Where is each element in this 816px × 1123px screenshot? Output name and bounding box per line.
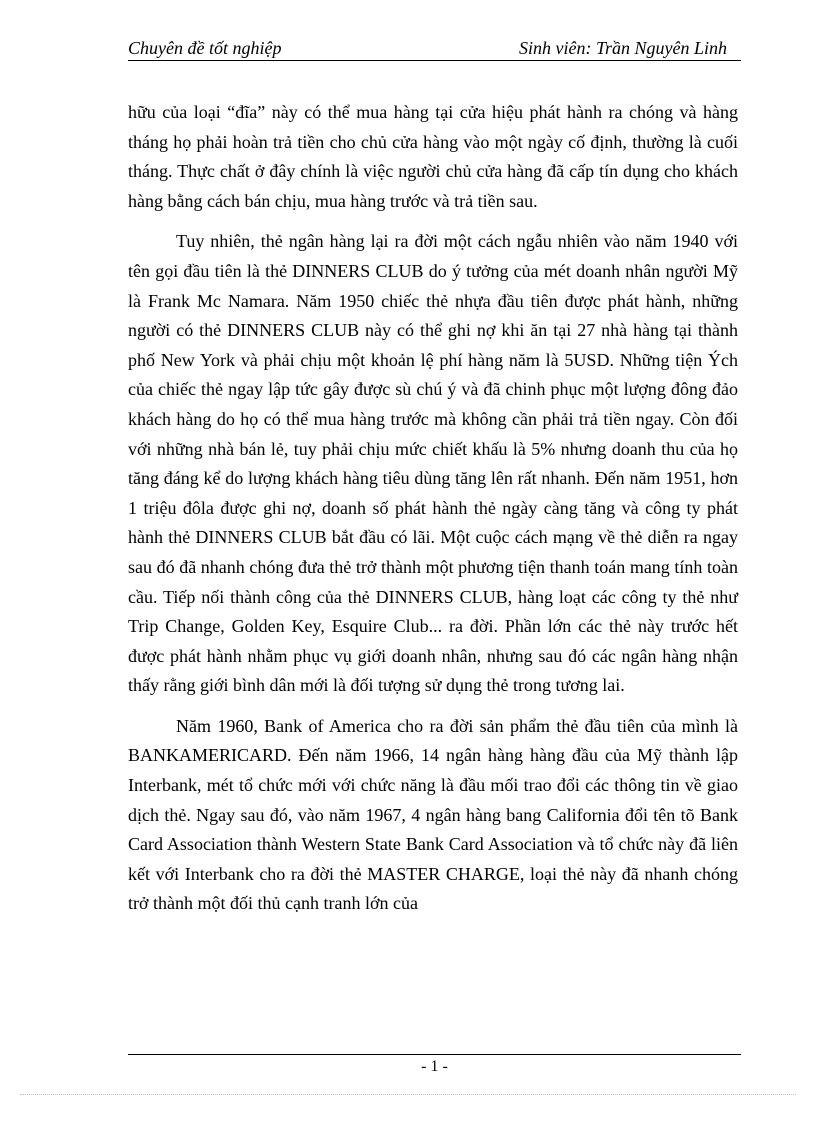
page-number: - 1 - <box>421 1058 448 1075</box>
paragraph-bankamericard: Năm 1960, Bank of America cho ra đời sản phẩm thẻ đầu tiên của mình là BANKAMERICARD. Đến năm 1966, 14 ngân hàng hàng đầu của Mỹ thành lập Interbank, mét tổ chức mới với chức năng là đầu mối trao đổi các thông tin về giao dịch thẻ. Ngay sau đó, vào năm 1967, 4 ngân hàng bang California đổi tên tõ Bank Card Association thành Western State Bank Card Association và tổ chức này đã liên kết với Interbank cho ra đời thẻ MASTER CHARGE, loại thẻ này đã nhanh chóng trở thành một đối thủ cạnh tranh lớn của <box>128 715 738 914</box>
header-student-name: Sinh viên: Trần Nguyên Linh <box>519 38 727 58</box>
header-document-title: Chuyên đề tốt nghiệp <box>128 38 282 58</box>
footer-divider <box>128 1054 741 1055</box>
document-body <box>128 98 738 930</box>
paragraph-continuation: hữu của loại “đĩa” này có thể mua hàng tại cửa hiệu phát hành ra chóng và hàng tháng họ phải hoàn trả tiền cho chủ cửa hàng vào một ngày cố định, thường là cuối tháng. Thực chất ở đây chính là việc người chủ cửa hàng đã cấp tín dụng cho khách hàng bằng cách bán chịu, mua hàng trước và trả tiền sau. <box>128 102 738 211</box>
paragraph-dinners-club: Tuy nhiên, thẻ ngân hàng lại ra đời một cách ngẫu nhiên vào năm 1940 với tên gọi đầu tiên là thẻ DINNERS CLUB do ý tưởng của mét doanh nhân người Mỹ là Frank Mc Namara. Năm 1950 chiếc thẻ nhựa đầu tiên được phát hành, những người có thẻ DINNERS CLUB này có thể ghi nợ khi ăn tại 27 nhà hàng tại thành phố New York và phải chịu một khoản lệ phí hàng năm là 5USD. Những tiện Ých của chiếc thẻ ngay lập tức gây được sù chú ý và đã chinh phục một lượng đông đảo khách hàng do họ có thể mua hàng trước mà không cần phải trả tiền ngay. Còn đối với những nhà bán lẻ, tuy phải chịu mức chiết khấu là 5% nhưng doanh thu của họ tăng đáng kể do lượng khách hàng tiêu dùng tăng lên rất nhanh. Đến năm 1951, hơn 1 triệu đôla được ghi nợ, doanh số phát hành thẻ ngày càng tăng và công ty phát hành thẻ DINNERS CLUB bắt đầu có lãi. Một cuộc cách mạng về thẻ diễn ra ngay sau đó đã nhanh chóng đưa thẻ trở thành một phương tiện thanh toán mang tính toàn cầu. Tiếp nối thành công của thẻ DINNERS CLUB, hàng loạt các công ty thẻ như Trip Change, Golden Key, Esquire Club... ra đời. Phần lớn các thẻ này trước hết được phát hành nhằm phục vụ giới doanh nhân, nhưng sau đó các ngân hàng nhận thấy rằng giới bình dân mới là đối tượng sử dụng thẻ trong tương lai. <box>128 231 738 696</box>
page-boundary <box>20 1094 796 1095</box>
page-header <box>128 36 741 61</box>
